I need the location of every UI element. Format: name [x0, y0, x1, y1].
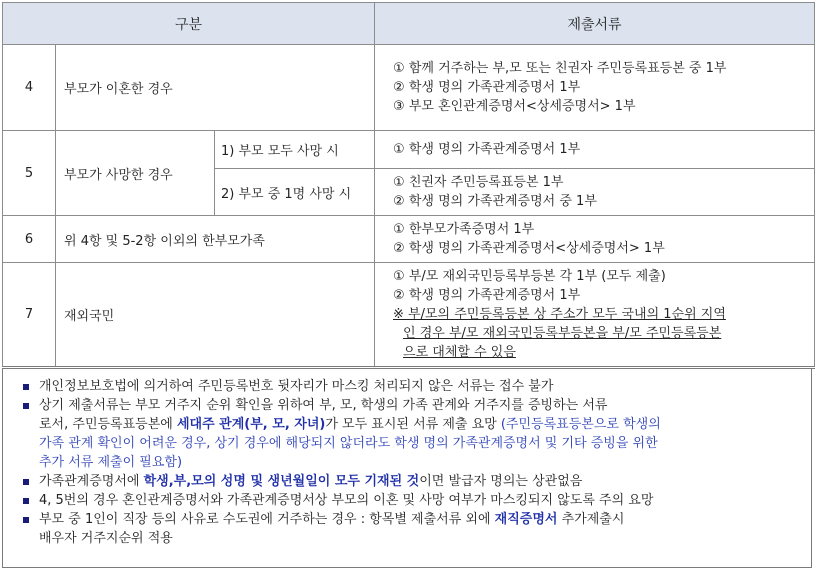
note-item — [39, 396, 811, 415]
table-row — [3, 263, 815, 368]
note-text: 가족관계증명서에 — [39, 474, 144, 489]
note-continuation — [39, 415, 811, 434]
row-subcase: 1) 부모 모두 사망 시 — [215, 131, 375, 169]
bullet-square-icon — [23, 517, 29, 523]
table-row — [3, 216, 815, 263]
note-item — [39, 472, 811, 491]
doc-item: ① 학생 명의 가족관계증명서 1부 — [393, 142, 581, 157]
header-documents: 제출서류 — [375, 3, 815, 45]
note-text: 로서, 주민등록표등본에 — [39, 417, 177, 432]
row-case: 재외국민 — [56, 263, 375, 368]
doc-item: ① 함께 거주하는 부,모 또는 친권자 주민등록표등본 중 1부 — [393, 61, 727, 76]
note-emphasis: 세대주 관계(부, 모, 자녀) — [176, 417, 326, 432]
row-documents — [375, 169, 815, 216]
table-row — [3, 45, 815, 131]
note-emphasis: 학생,부,모의 성명 및 생년월일이 모두 기재된 것 — [143, 474, 420, 489]
row-documents — [375, 131, 815, 169]
row-documents — [375, 45, 815, 131]
note-text: 이면 발급자 명의는 상관없음 — [419, 474, 583, 489]
doc-item: ① 부/모 재외국민등록부등본 각 1부 (모두 제출) — [393, 269, 666, 284]
notes-box — [2, 368, 812, 568]
row-number: 7 — [3, 263, 56, 368]
note-item — [39, 377, 811, 396]
doc-item: ① 친권자 주민등록표등본 1부 — [393, 175, 564, 190]
row-number: 4 — [3, 45, 56, 131]
note-text: 4, 5번의 경우 혼인관계증명서와 가족관계증명서상 부모의 이혼 및 사망 여부가 마스킹되지 않도록 주의 요망 — [39, 493, 654, 508]
doc-item: ② 학생 명의 가족관계증명서<상세증명서> 1부 — [393, 241, 665, 256]
note-item — [39, 510, 811, 529]
note-text: 가 모두 표시된 서류 제출 요망 — [325, 417, 501, 432]
table-header — [3, 3, 815, 45]
doc-item: ② 학생 명의 가족관계증명서 중 1부 — [393, 194, 597, 209]
note-text: 부모 중 1인이 직장 등의 사유로 수도권에 거주하는 경우 : 항목별 제출서류 외에 — [39, 512, 495, 527]
row-case: 부모가 이혼한 경우 — [56, 45, 375, 131]
note-text: 추가제출시 — [557, 512, 625, 527]
header-category: 구분 — [3, 3, 375, 45]
row-documents — [375, 216, 815, 263]
doc-note-line: 으로 대체할 수 있음 — [403, 345, 516, 360]
doc-note-line: ※ 부/모의 주민등록등본 상 주소가 모두 국내의 1순위 지역 — [393, 307, 726, 322]
note-blue-text: 추가 서류 제출이 필요함) — [39, 455, 183, 470]
note-continuation: 배우자 거주지순위 적용 — [39, 531, 173, 546]
doc-item: ② 학생 명의 가족관계증명서 1부 — [393, 80, 581, 95]
note-item — [39, 491, 811, 510]
row-number: 5 — [3, 131, 56, 216]
doc-item: ① 한부모가족증명서 1부 — [393, 222, 535, 237]
note-text: 개인정보보호법에 의거하여 주민등록번호 뒷자리가 마스킹 처리되지 않은 서류는 접수 불가 — [39, 379, 554, 394]
row-documents — [375, 263, 815, 368]
bullet-square-icon — [23, 384, 29, 390]
table-row — [3, 131, 815, 169]
row-number: 6 — [3, 216, 56, 263]
doc-item: ② 학생 명의 가족관계증명서 1부 — [393, 288, 581, 303]
note-emphasis: 재직증명서 — [494, 512, 558, 527]
bullet-square-icon — [23, 479, 29, 485]
note-blue-text: 가족 관계 확인이 어려운 경우, 상기 경우에 해당되지 않더라도 학생 명의 가족관계증명서 및 기타 증빙을 위한 — [39, 436, 658, 451]
doc-item: ③ 부모 혼인관계증명서<상세증명서> 1부 — [393, 99, 636, 114]
bullet-square-icon — [23, 498, 29, 504]
doc-note-line: 인 경우 부/모 재외국민등록부등본을 부/모 주민등록등본 — [403, 326, 722, 341]
row-case: 위 4항 및 5-2항 이외의 한부모가족 — [56, 216, 375, 263]
row-subcase: 2) 부모 중 1명 사망 시 — [215, 169, 375, 216]
note-text: 상기 제출서류는 부모 거주지 순위 확인을 위하여 부, 모, 학생의 가족 관계와 거주지를 증빙하는 서류 — [39, 398, 608, 413]
row-case: 부모가 사망한 경우 — [56, 131, 215, 216]
documents-table — [2, 2, 815, 369]
bullet-square-icon — [23, 403, 29, 409]
note-blue-text: (주민등록표등본으로 학생의 — [500, 417, 661, 432]
